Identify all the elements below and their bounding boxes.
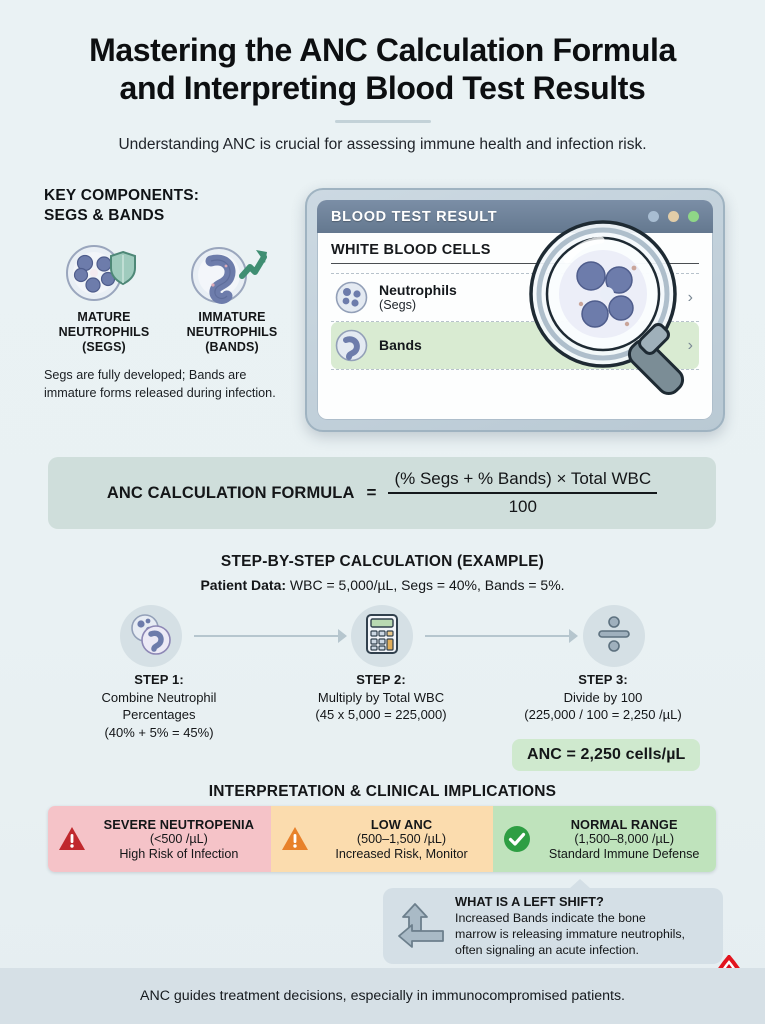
band-cell-icon xyxy=(335,329,368,362)
step-3-body xyxy=(492,689,714,724)
window-dot-green[interactable] xyxy=(688,211,699,222)
band-low-description: Increased Risk, Monitor xyxy=(335,847,468,861)
step-2-text xyxy=(270,672,492,741)
formula-denominator: 100 xyxy=(508,497,537,516)
flow-arrow-line-1 xyxy=(194,635,338,637)
formula-label: ANC CALCULATION FORMULA xyxy=(106,483,355,502)
step-2-line2: (45 x 5,000 = 225,000) xyxy=(315,707,447,723)
window-dots xyxy=(648,200,699,233)
footer-bar xyxy=(0,968,765,1024)
blood-test-card-body xyxy=(317,233,713,370)
step-1-body xyxy=(48,689,270,741)
key-components-note: Segs are fully developed; Bands are immature forms released during infection. xyxy=(44,368,276,400)
chevron-right-icon[interactable]: › xyxy=(687,288,693,306)
band-severe-title: SEVERE NEUTROPENIA xyxy=(103,817,255,832)
step-2-body xyxy=(270,689,492,724)
patient-data-value: WBC = 5,000/µL, Segs = 40%, Bands = 5%. xyxy=(289,577,565,593)
band-normal-text xyxy=(540,817,708,861)
step-1-line1: Combine Neutrophil xyxy=(101,690,217,705)
mature-caption-line3: (SEGS) xyxy=(82,340,126,355)
band-severe-range: (<500 /µL) xyxy=(149,832,208,846)
band-low-text xyxy=(318,817,486,861)
band-normal-range: (1,500–8,000 /µL) xyxy=(574,832,675,846)
key-components-section xyxy=(44,186,294,402)
step-3-title: STEP 3: xyxy=(578,672,628,687)
interpretation-bands xyxy=(48,806,716,872)
window-dot-tan[interactable] xyxy=(668,211,679,222)
wbc-underline xyxy=(331,263,699,264)
footer-text: ANC guides treatment decisions, especially in immunocompromised patients. xyxy=(140,988,625,1004)
formula-equals: = xyxy=(366,483,377,502)
left-shift-callout xyxy=(383,888,723,964)
step-2-node xyxy=(351,605,413,667)
immature-caption-line3: (BANDS) xyxy=(205,340,259,355)
key-components-heading-line1: KEY COMPONENTS: xyxy=(44,187,200,204)
check-circle-icon xyxy=(503,825,531,853)
step-1-text xyxy=(48,672,270,741)
flow-arrow-head-1 xyxy=(338,629,347,643)
segmented-neutrophil-icon xyxy=(335,281,368,314)
band-severe-description: High Risk of Infection xyxy=(119,847,239,861)
row-divider-bottom xyxy=(331,369,699,370)
band-low-anc[interactable] xyxy=(271,806,494,872)
step-2-title: STEP 2: xyxy=(356,672,406,687)
row-label: Neutrophils xyxy=(379,282,457,299)
formula-numerator: (% Segs + % Bands) × Total WBC xyxy=(394,469,652,488)
row-sublabel: (Segs) xyxy=(379,298,417,313)
blood-test-card-title: BLOOD TEST RESULT xyxy=(331,208,498,225)
blood-test-card-inner xyxy=(317,200,713,420)
mature-neutrophil-cell-icon xyxy=(48,242,160,304)
key-components-heading-line2: SEGS & BANDS xyxy=(44,206,165,224)
blood-test-result-card xyxy=(305,188,725,432)
page-title-line1: Mastering the ANC Calculation Formula xyxy=(89,32,676,68)
step-1-line3: (40% + 5% = 45%) xyxy=(104,724,214,740)
left-shift-body-line2: marrow is releasing immature neutrophils, xyxy=(455,926,686,941)
flow-arrow-line-2 xyxy=(425,635,569,637)
chevron-right-icon[interactable]: › xyxy=(687,336,693,354)
steps-flow xyxy=(48,605,716,667)
step-descriptions xyxy=(48,672,716,741)
window-dot-blue[interactable] xyxy=(648,211,659,222)
step-3-line1: Divide by 100 xyxy=(563,690,643,705)
immature-neutrophil-band-cell-icon xyxy=(176,242,288,304)
step-3-node xyxy=(583,605,645,667)
mature-neutrophil-item xyxy=(48,242,160,356)
band-normal-range[interactable] xyxy=(493,806,716,872)
immature-caption-line2: NEUTROPHILS xyxy=(186,324,278,339)
step-1-line2: Percentages xyxy=(122,707,196,723)
up-and-left-arrows-icon xyxy=(395,900,451,952)
warning-triangle-icon xyxy=(281,825,309,853)
interpretation-heading: INTERPRETATION & CLINICAL IMPLICATIONS xyxy=(208,783,557,800)
flow-arrow-head-2 xyxy=(569,629,578,643)
band-low-range: (500–1,500 /µL) xyxy=(356,832,447,846)
page-subtitle: Understanding ANC is crucial for assessing immune health and infection risk. xyxy=(118,135,647,153)
band-severe-neutropenia[interactable] xyxy=(48,806,271,872)
division-sign-icon xyxy=(594,614,634,659)
page-title xyxy=(0,0,765,108)
immature-band-item xyxy=(176,242,288,356)
anc-result-badge: ANC = 2,250 cells/µL xyxy=(512,739,700,771)
steps-heading: STEP-BY-STEP CALCULATION (EXAMPLE) xyxy=(220,553,545,570)
row-label: Bands xyxy=(379,337,422,354)
blood-test-card-titlebar xyxy=(317,200,713,233)
calculator-icon xyxy=(362,612,402,661)
left-shift-body-line1: Increased Bands indicate the bone xyxy=(455,910,646,925)
row-label-group xyxy=(379,337,422,353)
row-label-group xyxy=(379,282,457,313)
patient-data-line xyxy=(0,577,765,593)
anc-formula-band xyxy=(48,457,716,529)
step-1-node xyxy=(120,605,182,667)
table-row[interactable] xyxy=(331,274,699,321)
left-shift-body-line3: often signaling an acute infection. xyxy=(455,943,639,958)
title-divider xyxy=(335,120,431,123)
left-shift-body xyxy=(455,910,711,958)
band-normal-description: Standard Immune Defense xyxy=(548,847,700,861)
two-cells-icon xyxy=(128,611,174,662)
step-3-line2: (225,000 / 100 = 2,250 /µL) xyxy=(524,707,682,723)
band-normal-title: NORMAL RANGE xyxy=(570,817,678,832)
left-shift-title: WHAT IS A LEFT SHIFT? xyxy=(455,893,604,909)
table-row[interactable] xyxy=(331,322,699,369)
left-shift-text xyxy=(451,894,711,958)
cell-types-row xyxy=(44,242,294,356)
key-components-heading xyxy=(44,186,294,226)
mature-caption-line1: MATURE xyxy=(77,309,131,324)
wbc-section-title: WHITE BLOOD CELLS xyxy=(331,242,491,258)
patient-data-label: Patient Data: xyxy=(200,577,287,593)
immature-caption-line1: IMMATURE xyxy=(198,309,266,324)
band-low-title: LOW ANC xyxy=(370,817,433,832)
band-severe-text xyxy=(95,817,263,861)
step-2-line1: Multiply by Total WBC xyxy=(317,690,445,705)
warning-triangle-icon xyxy=(58,825,86,853)
mature-caption-line2: NEUTROPHILS xyxy=(58,324,150,339)
step-3-text xyxy=(492,672,714,741)
mature-neutrophil-caption xyxy=(48,310,160,356)
step-1-title: STEP 1: xyxy=(134,672,184,687)
immature-band-caption xyxy=(176,310,288,356)
formula-fraction xyxy=(388,469,657,517)
page-title-line2: and Interpreting Blood Test Results xyxy=(119,69,646,106)
